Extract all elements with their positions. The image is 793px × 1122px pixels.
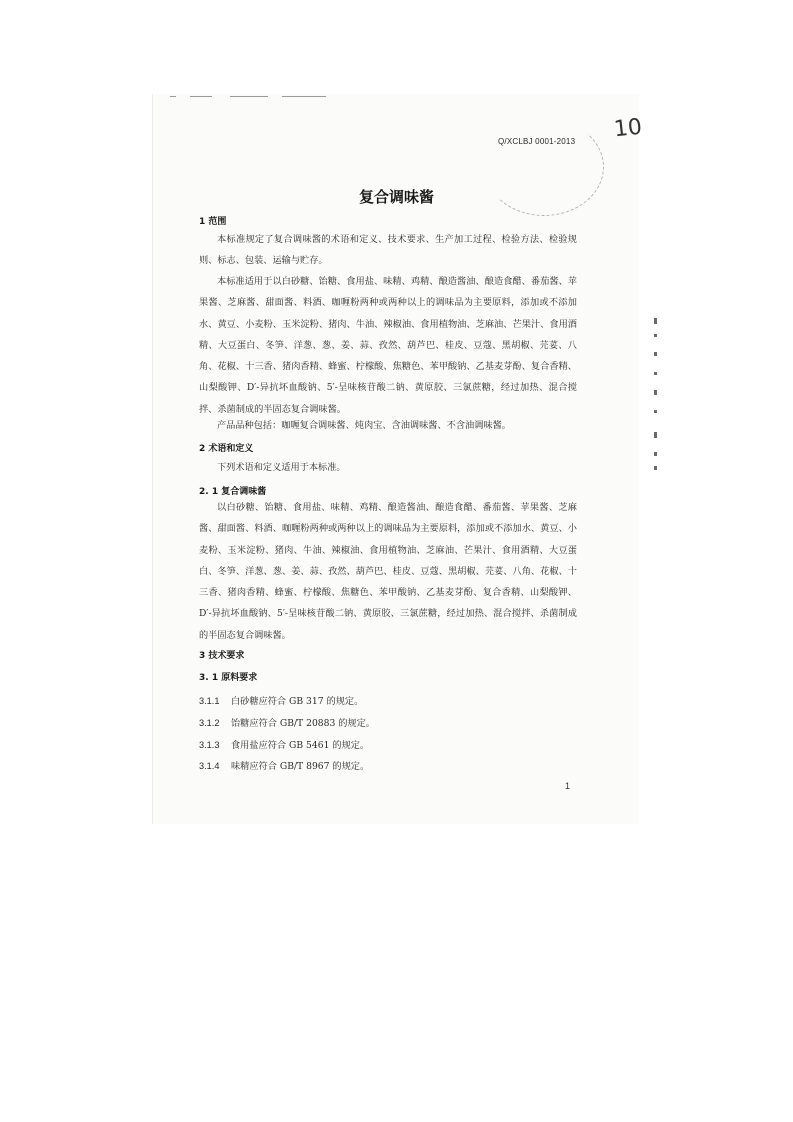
binding-mark bbox=[654, 334, 657, 337]
section-1-paragraph-3: 产品品种包括：咖喱复合调味酱、炖肉宝、含油调味酱、不含油调味酱。 bbox=[217, 420, 511, 431]
binding-mark bbox=[654, 452, 657, 456]
scan-mark bbox=[230, 96, 268, 97]
section-3-1-heading: 3. 1 原料要求 bbox=[199, 673, 258, 683]
item-number: 3.1.2 bbox=[199, 718, 220, 728]
section-2-1-heading: 2. 1 复合调味酱 bbox=[199, 487, 267, 497]
item-text: 饴糖应符合 GB/T 20883 的规定。 bbox=[231, 718, 375, 729]
scan-mark bbox=[170, 96, 176, 97]
binding-mark bbox=[654, 466, 657, 470]
binding-mark bbox=[654, 352, 657, 356]
section-1-paragraph-2: 本标准适用于以白砂糖、饴糖、食用盐、味精、鸡精、酿造酱油、酿造食醋、番茄酱、苹果酱、芝麻酱、甜面酱、料酒、咖喱粉两种或两种以上的调味品为主要原料，添加或不添加水、黄豆、小麦粉、玉米淀粉、猪肉、牛油、辣椒油、食用植物油、芝麻油、芒果汁、食用酒精、大豆蛋白、冬笋、洋葱、葱、姜、蒜、孜然、葫芦巴、桂皮、豆蔻、黑胡椒、芫荽、八角、花椒、十三香、猪肉香精、蜂蜜、柠檬酸、焦糖色、苯甲酸钠、乙基麦芽酚、复合香精、山梨酸钾、D′-异抗坏血酸钠、5′-呈味核苷酸二钠、黄原胶、三氯蔗糖，经过加热、混合搅拌、杀菌制成的半固态复合调味酱。 bbox=[199, 276, 577, 415]
page-number: 1 bbox=[565, 781, 571, 791]
scan-mark bbox=[282, 96, 326, 97]
item-number: 3.1.4 bbox=[199, 761, 220, 771]
requirement-item bbox=[199, 758, 369, 772]
item-text: 白砂糖应符合 GB 317 的规定。 bbox=[231, 696, 364, 707]
item-text: 味精应符合 GB/T 8967 的规定。 bbox=[231, 761, 370, 772]
requirement-item bbox=[199, 693, 363, 707]
handwritten-page-number: 10 bbox=[612, 114, 644, 143]
section-3-heading: 3 技术要求 bbox=[199, 651, 245, 661]
section-2-1-paragraph: 以白砂糖、饴糖、食用盐、味精、鸡精、酿造酱油、酿造食醋、番茄酱、苹果酱、芝麻酱、甜面酱、料酒、咖喱粉两种或两种以上的调味品为主要原料，添加或不添加水、黄豆、小麦粉、玉米淀粉、猪肉、牛油、辣椒油、食用植物油、芝麻油、芒果汁、食用酒精、大豆蛋白、冬笋、洋葱、葱、姜、蒜、孜然、葫芦巴、桂皮、豆蔻、黑胡椒、芫荽、八角、花椒、十三香、猪肉香精、蜂蜜、柠檬酸、焦糖色、苯甲酸钠、乙基麦芽酚、复合香精、山梨酸钾、D′-异抗坏血酸钠、5′-呈味核苷酸二钠、黄原胶、三氯蔗糖，经过加热、混合搅拌、杀菌制成的半固态复合调味酱。 bbox=[199, 502, 577, 641]
section-1-paragraph-1: 本标准规定了复合调味酱的术语和定义、技术要求、生产加工过程、检验方法、检验规则、标志、包装、运输与贮存。 bbox=[199, 234, 577, 267]
scan-mark bbox=[190, 96, 212, 97]
section-2-paragraph: 下列术语和定义适用于本标准。 bbox=[217, 462, 346, 473]
requirement-item bbox=[199, 715, 375, 729]
requirement-item bbox=[199, 737, 369, 751]
document-number: Q/XCLBJ 0001-2013 bbox=[498, 137, 576, 146]
binding-mark bbox=[654, 390, 657, 395]
document-title: 复合调味酱 bbox=[358, 188, 434, 206]
binding-mark bbox=[654, 432, 657, 438]
binding-mark bbox=[654, 318, 657, 324]
binding-mark bbox=[654, 372, 657, 375]
section-1-heading: 1 范围 bbox=[199, 217, 227, 227]
section-2-heading: 2 术语和定义 bbox=[199, 444, 254, 454]
item-number: 3.1.1 bbox=[199, 696, 220, 706]
item-number: 3.1.3 bbox=[199, 740, 220, 750]
item-text: 食用盐应符合 GB 5461 的规定。 bbox=[231, 740, 370, 751]
binding-mark bbox=[654, 410, 657, 413]
